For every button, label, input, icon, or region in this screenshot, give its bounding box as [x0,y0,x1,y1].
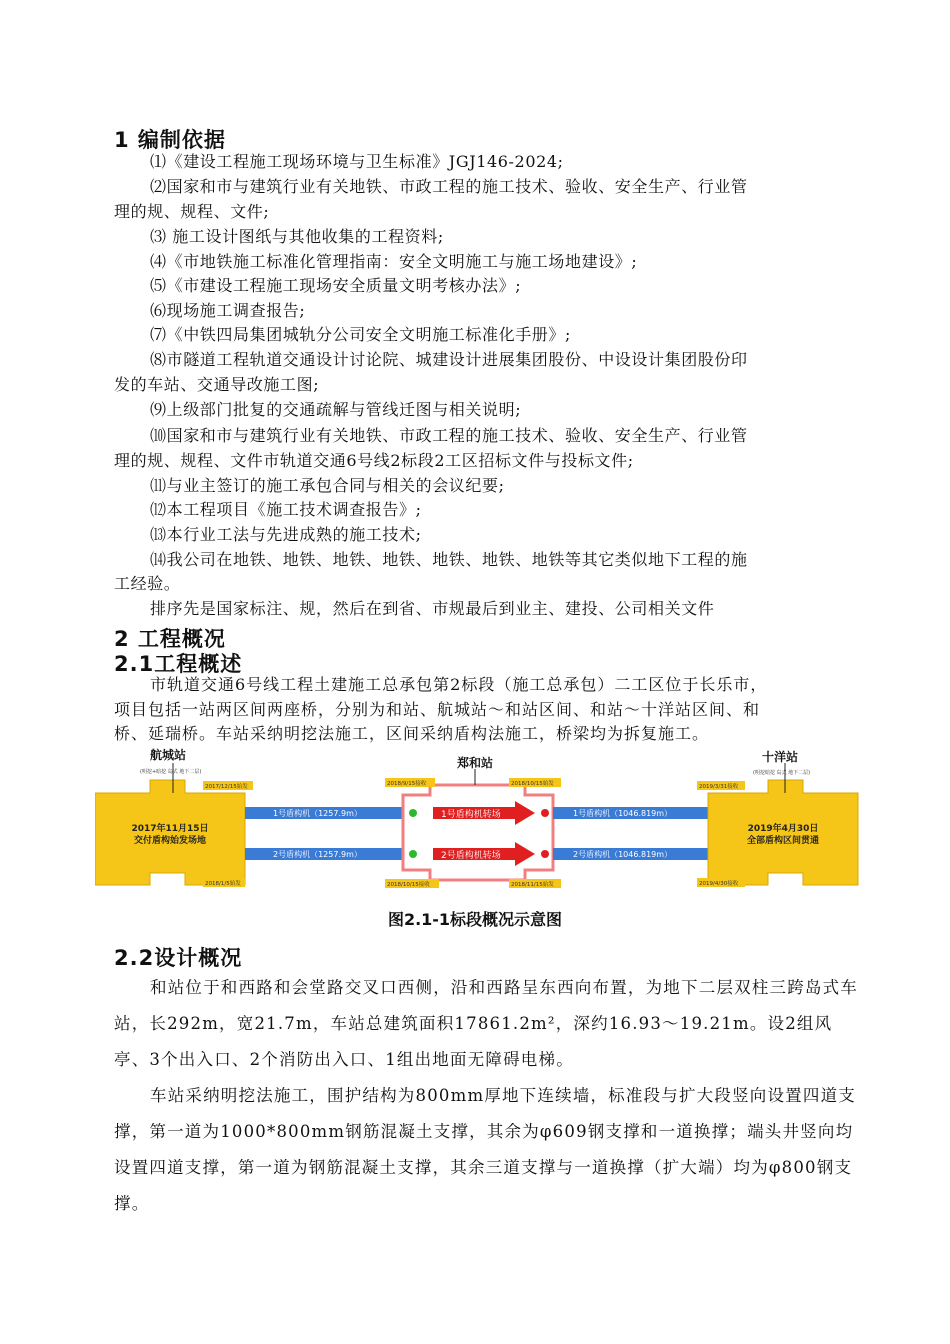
left-station-note: (明挖+暗挖 岛式 地下二层) [140,769,202,775]
right-block-line2: 全部盾构区间贯通 [746,836,820,846]
tbm2-right-label: 2号盾构机（1046.819m） [573,850,673,859]
right-station-note: (明挖暗挖 岛式 地下二层) [753,770,811,776]
basis-item-7: ⑺《中铁四局集团城轨分公司安全文明施工标准化手册》; [150,325,571,344]
date-mid-bl: 2018/10/15接收 [387,882,430,888]
basis-item-2-cont: 理的规、规程、文件; [114,202,270,221]
basis-item-12: ⑿本工程项目《施工技术调查报告》; [150,500,422,519]
status-dot [541,809,549,817]
status-dot [409,850,417,858]
date-right-top: 2019/3/31接收 [699,784,739,790]
section-2-heading: 2 工程概况 [114,627,226,651]
middle-station-name: 郑和站 [457,756,494,770]
right-station-name: 十洋站 [762,750,799,764]
basis-item-1: ⑴《建设工程施工现场环境与卫生标准》JGJ146-2024; [150,152,564,171]
basis-item-4: ⑷《市地铁施工标准化管理指南：安全文明施工与施工场地建设》; [150,252,638,271]
status-dot [409,809,417,817]
basis-item-8: ⑻市隧道工程轨道交通设计讨论院、城建设计进展集团股份、中设设计集团股份印 [150,350,748,369]
basis-item-13: ⒀本行业工法与先进成熟的施工技术; [150,525,422,544]
tbm2-left-label: 2号盾构机（1257.9m） [273,850,362,859]
section-overview-diagram [95,745,860,897]
date-left-bottom: 2018/1/5始发 [205,881,241,887]
basis-order-note: 排序先是国家标注、规，然后在到省、市规最后到业主、建投、公司相关文件 [150,599,715,618]
date-mid-tl: 2018/9/15接收 [387,781,427,787]
date-mid-br: 2018/11/15始发 [511,882,554,888]
overview-line-2: 项目包括一站两区间两座桥，分别为和站、航城站～和站区间、和站～十洋站区间、和 [114,700,761,719]
basis-item-5: ⑸《市建设工程施工现场安全质量文明考核办法》; [150,276,522,295]
turn-2-label: 2号盾构机转场 [441,851,501,861]
basis-item-9: ⑼上级部门批复的交通疏解与管线迁图与相关说明; [150,400,522,419]
basis-item-11: ⑾与业主签订的施工承包合同与相关的会议纪要; [150,476,505,495]
tbm1-left-label: 1号盾构机（1257.9m） [273,809,362,818]
overview-line-3: 桥、延瑞桥。车站采纳明挖法施工，区间采纳盾构法施工，桥梁均为拆复施工。 [114,724,710,743]
design-paragraph-1: 和站位于和西路和会堂路交叉口西侧，沿和西路呈东西向布置，为地下二层双柱三跨岛式车站，长292m，宽21.7m，车站总建筑面积17861.2m²，深约16.93～19.21m。设2组风亭、3个出入口、2个消防出入口、1组出地面无障碍电梯。 [114,978,858,1069]
tbm1-right-label: 1号盾构机（1046.819m） [573,809,673,818]
basis-item-3: ⑶ 施工设计图纸与其他收集的工程资料; [150,227,444,246]
basis-item-10-cont: 理的规、规程、文件市轨道交通6号线2标段2工区招标文件与投标文件; [114,451,634,470]
basis-item-14-cont: 工经验。 [114,574,181,593]
basis-item-14: ⒁我公司在地铁、地铁、地铁、地铁、地铁、地铁、地铁等其它类似地下工程的施 [150,550,748,569]
left-block-line1: 2017年11月15日 [131,824,209,834]
basis-item-6: ⑹现场施工调查报告; [150,301,306,320]
design-paragraph-2: 车站采纳明挖法施工，围护结构为800mm厚地下连续墙，标准段与扩大段竖向设置四道支撑，第一道为1000*800mm钢筋混凝土支撑，其余为φ609钢支撑和一道换撑；端头井竖向均设置四道支撑，第一道为钢筋混凝土支撑，其余三道支撑与一道换撑（扩大端）均为φ800钢支撑。 [114,1086,856,1213]
section-2-2-heading: 2.2设计概况 [114,946,243,970]
overview-line-1: 市轨道交通6号线工程土建施工总承包第2标段（施工总承包）二工区位于长乐市， [150,675,768,694]
figure-caption: 图2.1-1标段概况示意图 [387,910,563,929]
right-block-line1: 2019年4月30日 [747,824,819,834]
left-station-name: 航城站 [150,748,187,762]
date-left-top: 2017/12/15始发 [205,784,248,790]
date-mid-tr: 2018/10/15始发 [511,781,554,787]
basis-item-2: ⑵国家和市与建筑行业有关地铁、市政工程的施工技术、验收、安全生产、行业管 [150,177,748,196]
section-1-heading: 1 编制依据 [114,128,226,152]
basis-item-8-cont: 发的车站、交通导改施工图; [114,375,320,394]
section-2-1-heading: 2.1工程概述 [114,652,243,676]
basis-item-10: ⑽国家和市与建筑行业有关地铁、市政工程的施工技术、验收、安全生产、行业管 [150,426,748,445]
left-block-line2: 交付盾构始发场地 [133,836,207,846]
date-right-bottom: 2019/4/30接收 [699,881,739,887]
turn-1-label: 1号盾构机转场 [441,810,501,820]
status-dot [541,850,549,858]
